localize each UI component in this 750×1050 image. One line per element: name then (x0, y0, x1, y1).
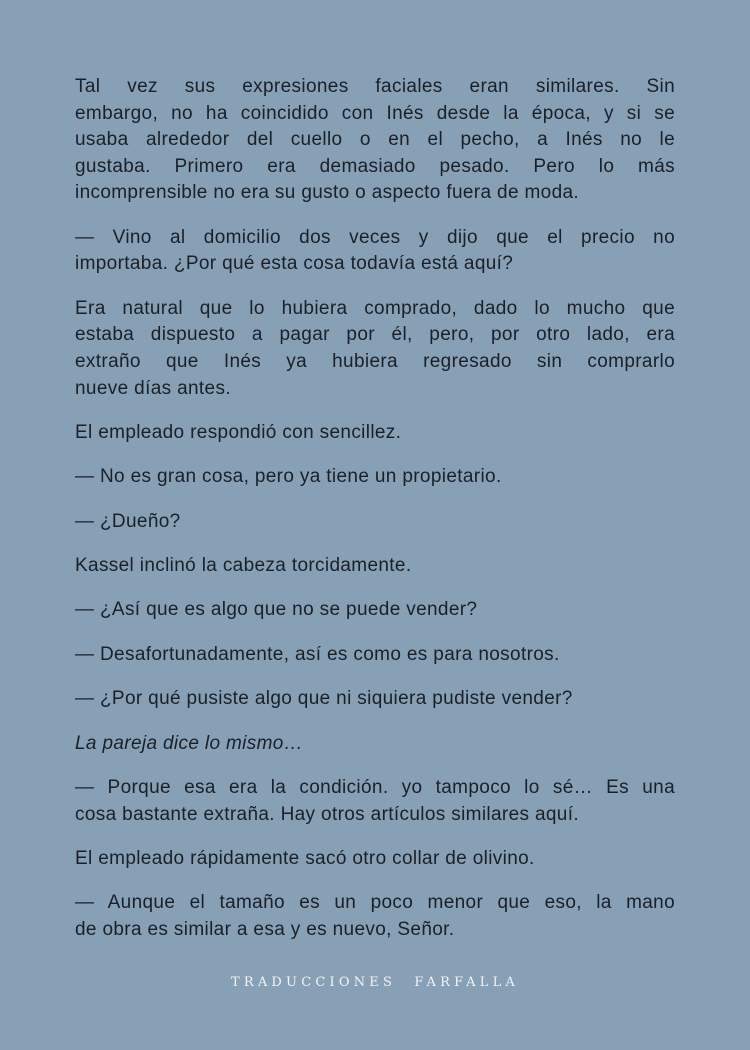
text-line: Tal vez sus expresiones faciales eran similares. Sin (75, 76, 675, 97)
text-line: — Vino al domicilio dos veces y dijo que el precio no (75, 226, 675, 248)
text-line: embargo, no ha coincidido con Inés desde la época, y si se (75, 102, 675, 124)
text-line: La pareja dice lo mismo… (75, 732, 304, 754)
text-line: — ¿Dueño? (75, 510, 181, 532)
text-line: El empleado rápidamente sacó otro collar de olivino. (75, 848, 535, 870)
paragraph (75, 74, 675, 207)
paragraph (75, 509, 675, 536)
paragraph (75, 553, 675, 580)
text-line: de obra es similar a esa y es nuevo, Señor. (75, 919, 455, 941)
paragraph (75, 296, 675, 402)
text-line: cosa bastante extraña. Hay otros artículos similares aquí. (75, 803, 579, 825)
text-line: usaba alrededor del cuello o en el pecho, a Inés no le (75, 129, 675, 151)
paragraph (75, 642, 675, 669)
paragraph (75, 686, 675, 713)
text-line: — ¿Por qué pusiste algo que ni siquiera pudiste vender? (75, 688, 573, 710)
publisher-footer: TRADUCCIONES FARFALLA (230, 975, 519, 990)
paragraph (75, 225, 675, 278)
paragraph (75, 420, 675, 447)
text-line: Era natural que lo hubiera comprado, dado lo mucho que (75, 297, 675, 319)
text-line: importaba. ¿Por qué esta cosa todavía está aquí? (75, 253, 514, 275)
text-line: incomprensible no era su gusto o aspecto fuera de moda. (75, 182, 580, 204)
text-line: Kassel inclinó la cabeza torcidamente. (75, 555, 412, 577)
text-line: extraño que Inés ya hubiera regresado sin comprarlo (75, 350, 675, 372)
page-body-text (75, 74, 675, 961)
text-line: gustaba. Primero era demasiado pesado. Pero lo más (75, 155, 675, 177)
text-line: — No es gran cosa, pero ya tiene un propietario. (75, 466, 502, 488)
paragraph (75, 775, 675, 828)
text-line: — ¿Así que es algo que no se puede vender? (75, 599, 478, 621)
text-line: El empleado respondió con sencillez. (75, 421, 402, 443)
paragraph (75, 731, 675, 758)
text-line: — Desafortunadamente, así es como es para nosotros. (75, 643, 560, 665)
paragraph (75, 890, 675, 943)
paragraph (75, 846, 675, 873)
text-line: — Porque esa era la condición. yo tampoco lo sé… Es una (75, 777, 675, 799)
paragraph (75, 464, 675, 491)
text-line: — Aunque el tamaño es un poco menor que eso, la mano (75, 892, 675, 914)
paragraph (75, 597, 675, 624)
text-line: estaba dispuesto a pagar por él, pero, por otro lado, era (75, 324, 675, 346)
text-line: nueve días antes. (75, 377, 231, 399)
